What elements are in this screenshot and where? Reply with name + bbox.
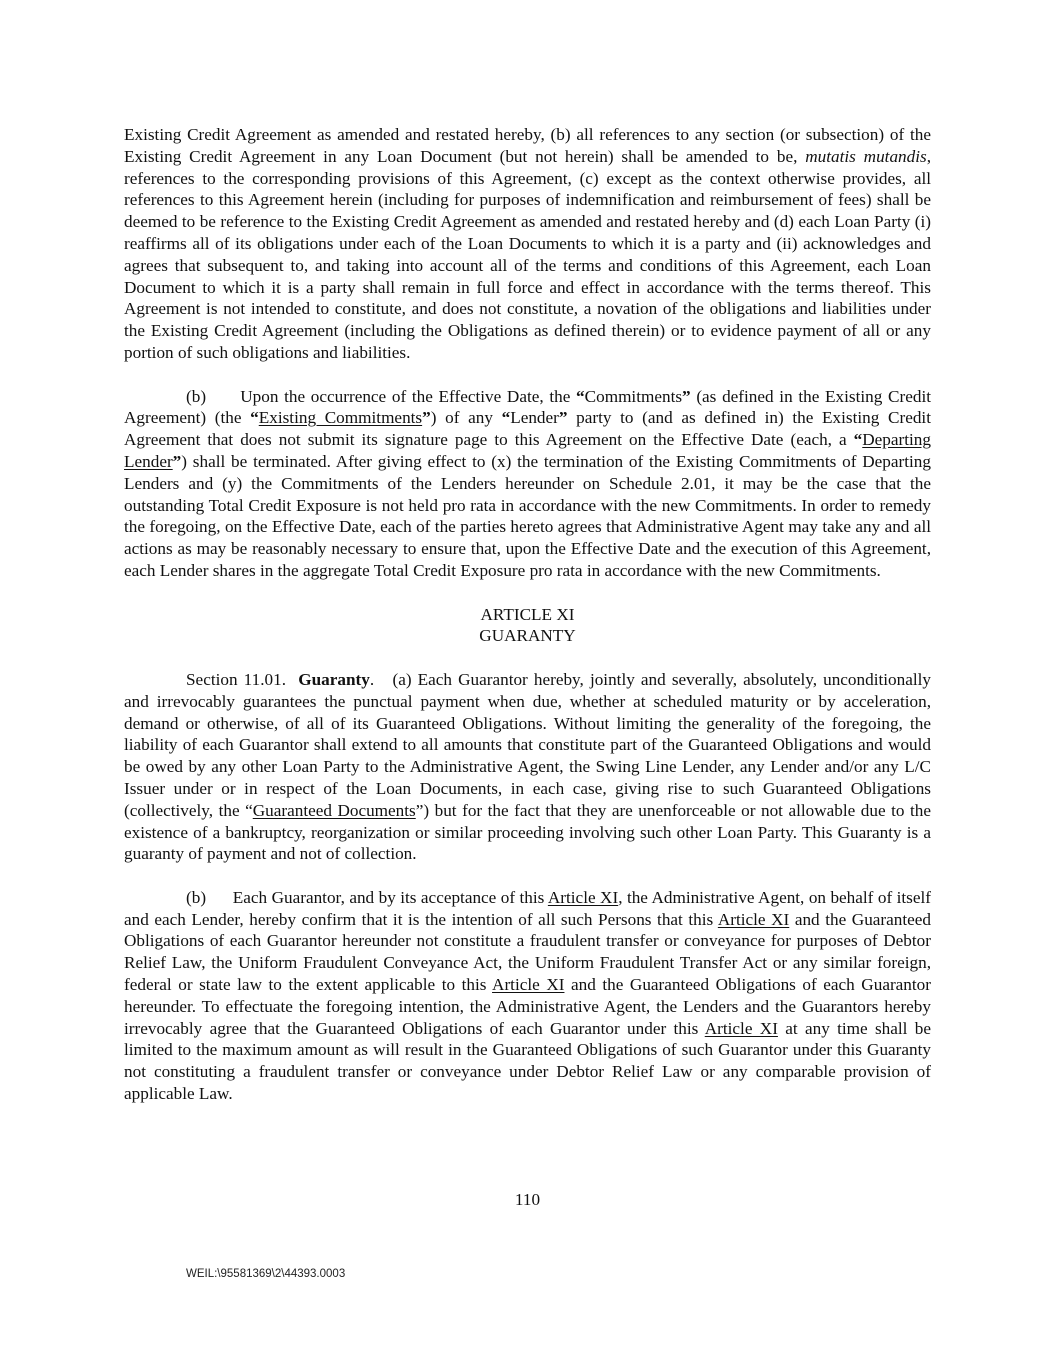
article-reference: Article XI bbox=[492, 975, 565, 995]
text-run: ) of any bbox=[430, 408, 502, 428]
quote-mark: ” bbox=[422, 408, 431, 428]
article-heading bbox=[124, 604, 931, 648]
text-run: ”) but for the fact that they are unenforceable or not allowable due to the existence of a bankruptcy, reorganization or similar proceeding involving such other Loan Party. This Guaranty is a guaranty of payment and not of collection. bbox=[124, 800, 931, 864]
paragraph-b-fraudulent-transfer bbox=[124, 887, 931, 1105]
page-number: 110 bbox=[514, 1190, 541, 1209]
text-run: (as defined in the Existing Credit Agreement) (the bbox=[124, 386, 931, 428]
paragraph-continuation bbox=[124, 124, 931, 364]
text-run: ) shall be terminated. After giving effect to (x) the termination of the Existing Commitments of Departing Lenders and (y) the Commitments of the Lenders hereunder on Schedule 2.01, it may be the case that the outstanding Total Credit Exposure is not held pro rata in accordance with the new Commitments. In order to remedy the foregoing, on the Effective Date, each of the parties hereto agrees that Administrative Agent may take any and all actions as may be reasonably necessary to ensure that, upon the Effective Date and the execution of this Agreement, each Lender shares in the aggregate Total Credit Exposure pro rata in accordance with the new Commitments. bbox=[124, 451, 931, 580]
defined-term-guaranteed-documents: Guaranteed Documents bbox=[252, 800, 416, 820]
article-number: ARTICLE XI bbox=[480, 604, 575, 624]
section-title-punct: . bbox=[369, 669, 375, 689]
quote-mark: ” bbox=[172, 451, 182, 471]
article-title: GUARANTY bbox=[479, 626, 576, 646]
text-run: Each Guarantor, and by its acceptance of this bbox=[232, 887, 548, 907]
defined-term-existing-commitments: Existing Commitments bbox=[258, 408, 423, 428]
text-run: Existing Credit Agreement as amended and restated hereby, (b) all references to any section (or subsection) of the Existing Credit Agreement in any Loan Document (but not herein) shall be amended to be, bbox=[124, 125, 931, 166]
paragraph-b-departing-lenders bbox=[124, 386, 931, 582]
defined-term-departing-lender: Departing Lender bbox=[124, 430, 931, 471]
text-run: at any time shall be limited to the maximum amount as will result in the Guaranteed Obligations of such Guarantor under this Guaranty not constituting a fraudulent transfer or conveyance under Debtor Relief Law or any comparable provision of applicable Law. bbox=[124, 1018, 932, 1104]
quote-mark: ” bbox=[558, 408, 568, 428]
defined-term: Lender bbox=[510, 408, 559, 428]
clause-label: (b) bbox=[186, 386, 207, 406]
article-reference: Article XI bbox=[704, 1018, 778, 1038]
quote-mark: “ bbox=[576, 386, 585, 406]
text-run: and the Guaranteed Obligations of each Guarantor hereunder not constitute a fraudulent transfer or conveyance for purposes of Debtor Relief Law, the Uniform Fraudulent Conveyance Act, the Uniform Fraudulent Transfer Act or any similar foreign, federal or state law to the extent applicable to this bbox=[124, 909, 931, 995]
text-run: , references to the corresponding provisions of this Agreement, (c) except as the context otherwise provides, all references to this Agreement herein (including for purposes of indemnification and reimbursement of fees) shall be deemed to be reference to the Existing Credit Agreement as amended and restated hereby and (d) each Loan Party (i) reaffirms all of its obligations under each of the Loan Documents to which it is a party and (ii) acknowledges and agrees that subsequent to, and taking into account all of the terms and conditions of this Agreement, each Loan Document to which it is a party shall remain in full force and effect in accordance with the terms thereof. This Agreement is not intended to constitute, and does not constitute, a novation of the obligations and liabilities under the Existing Credit Agreement (including the Obligations as defined therein) or to evidence payment of all or any portion of such obligations and liabilities. bbox=[124, 146, 931, 362]
article-reference: Article XI bbox=[717, 909, 790, 929]
italic-term: mutatis mutandis bbox=[805, 146, 927, 166]
quote-mark: “ bbox=[501, 408, 511, 428]
document-body bbox=[124, 124, 931, 1105]
section-title: Guaranty bbox=[298, 669, 370, 689]
quote-mark: ” bbox=[682, 386, 691, 406]
clause-label: (b) bbox=[186, 887, 207, 907]
section-label: Section 11.01. bbox=[186, 669, 286, 689]
document-id-footer: WEIL:\95581369\2\44393.0003 bbox=[186, 1268, 346, 1280]
article-reference: Article XI bbox=[547, 887, 619, 907]
text-run: (a) Each Guarantor hereby, jointly and severally, absolutely, unconditionally and irrevocably guarantees the punctual payment when due, whether at scheduled maturity or by acceleration, demand or otherwise, of all of its Guaranteed Obligations. Without limiting the generality of the foregoing, the liability of each Guarantor shall extend to all amounts that constitute part of the Guaranteed Obligations and would be owed by any other Loan Party to the Administrative Agent, the Swing Line Lender, any Lender and/or any L/C Issuer under or in respect of the Loan Documents, in each case, giving rise to such Guaranteed Obligations (collectively, the “ bbox=[124, 669, 931, 820]
quote-mark: “ bbox=[250, 408, 259, 428]
text-run: party to (and as defined in) the Existing Credit Agreement that does not submit its signature page to this Agreement on the Effective Date (each, a bbox=[124, 408, 931, 450]
text-run: Upon the occurrence of the Effective Date, the bbox=[240, 386, 577, 406]
quote-mark: “ bbox=[853, 430, 863, 450]
text-run: , the Administrative Agent, on behalf of itself and each Lender, hereby confirm that it is the intention of all such Persons that this bbox=[124, 887, 931, 929]
text-run: and the Guaranteed Obligations of each Guarantor hereunder. To effectuate the foregoing intention, the Administrative Agent, the Lenders and the Guarantors hereby irrevocably agree that the Guaranteed Obligations of each Guarantor under this bbox=[124, 975, 931, 1038]
defined-term: Commitments bbox=[584, 386, 683, 406]
section-11-01-guaranty bbox=[124, 669, 931, 865]
